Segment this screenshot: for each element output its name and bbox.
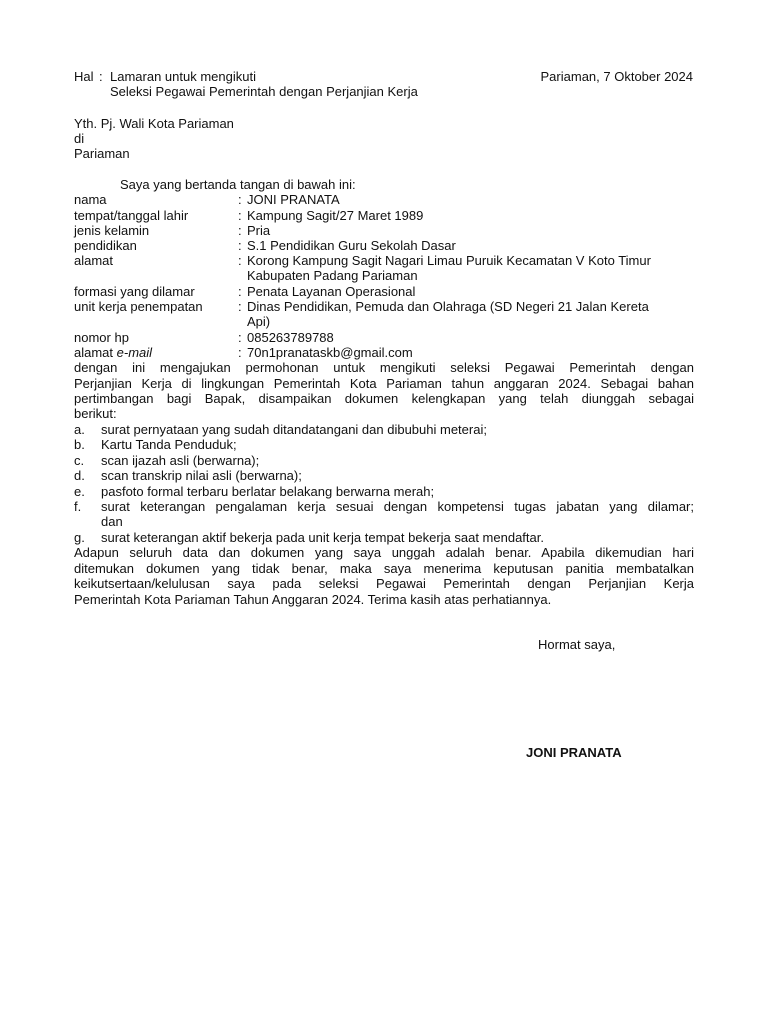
list-letter: d. (74, 468, 85, 483)
field-value-hp: 085263789788 (247, 330, 334, 345)
intro-text: Saya yang bertanda tangan di bawah ini: (120, 177, 356, 192)
field-label-pendidikan: pendidikan (74, 238, 137, 253)
field-colon: : (238, 238, 242, 253)
body-line: berikut: (74, 406, 117, 421)
field-colon: : (238, 284, 242, 299)
field-value-alamat-1: Korong Kampung Sagit Nagari Limau Puruik Kecamatan V Koto Timur (247, 253, 651, 268)
list-item: surat keterangan aktif bekerja pada unit kerja tempat bekerja saat mendaftar. (101, 530, 544, 545)
list-item: surat pernyataan yang sudah ditandatangani dan dibubuhi meterai; (101, 422, 487, 437)
field-value-alamat-2: Kabupaten Padang Pariaman (247, 268, 418, 283)
closing-line: Pemerintah Kota Pariaman Tahun Anggaran 2024. Terima kasih atas perhatiannya. (74, 592, 552, 607)
field-value-unit-2: Api) (247, 314, 271, 329)
list-item: Kartu Tanda Penduduk; (101, 437, 237, 452)
field-label-formasi: formasi yang dilamar (74, 284, 195, 299)
recipient-line-1: Yth. Pj. Wali Kota Pariaman (74, 116, 234, 131)
field-label-unit: unit kerja penempatan (74, 299, 203, 314)
field-label-alamat: alamat (74, 253, 114, 268)
field-colon: : (238, 299, 242, 314)
list-item: scan transkrip nilai asli (berwarna); (101, 468, 302, 483)
field-colon: : (238, 192, 242, 207)
field-label-hp: nomor hp (74, 330, 129, 345)
salutation: Hormat saya, (538, 637, 616, 652)
signatory-name: JONI PRANATA (526, 745, 622, 760)
subject-line-1: Lamaran untuk mengikuti (110, 69, 256, 84)
recipient-line-2: di (74, 131, 85, 146)
field-label-email (74, 345, 152, 360)
field-label-email-prefix: alamat (74, 345, 117, 360)
field-value-nama: JONI PRANATA (247, 192, 340, 207)
closing-line: ditemukan dokumen yang tidak benar, maka saya menerima keputusan panitia membatalkan (74, 561, 694, 576)
list-item: pasfoto formal terbaru berlatar belakang berwarna merah; (101, 484, 435, 499)
closing-line: keikutsertaan/kelulusan saya pada seleksi Pegawai Pemerintah dengan Perjanjian Kerja (74, 576, 694, 591)
hal-colon: : (99, 69, 103, 84)
field-value-email: 70n1pranataskb@gmail.com (247, 345, 413, 360)
field-value-formasi: Penata Layanan Operasional (247, 284, 416, 299)
field-label-email-italic: e-mail (116, 345, 153, 360)
place-date: Pariaman, 7 Oktober 2024 (540, 69, 693, 84)
field-colon: : (238, 223, 242, 238)
field-label-nama: nama (74, 192, 107, 207)
field-label-jk: jenis kelamin (74, 223, 150, 238)
field-value-unit-1: Dinas Pendidikan, Pemuda dan Olahraga (SD Negeri 21 Jalan Kereta (247, 299, 649, 314)
field-value-ttl: Kampung Sagit/27 Maret 1989 (247, 208, 424, 223)
body-line: dengan ini mengajukan permohonan untuk mengikuti seleksi Pegawai Pemerintah dengan (74, 360, 694, 375)
subject-line-2: Seleksi Pegawai Pemerintah dengan Perjanjian Kerja (110, 84, 418, 99)
body-line: Perjanjian Kerja di lingkungan Pemerintah Kota Pariaman tahun anggaran 2024. Sebagai bahan (74, 376, 694, 391)
list-letter: f. (74, 499, 82, 514)
list-item: scan ijazah asli (berwarna); (101, 453, 260, 468)
list-letter: g. (74, 530, 85, 545)
closing-line: Adapun seluruh data dan dokumen yang saya unggah adalah benar. Apabila dikemudian hari (74, 545, 694, 560)
field-label-ttl: tempat/tanggal lahir (74, 208, 189, 223)
field-colon: : (238, 330, 242, 345)
recipient-line-3: Pariaman (74, 146, 130, 161)
field-colon: : (238, 253, 242, 268)
list-letter: a. (74, 422, 85, 437)
list-letter: e. (74, 484, 85, 499)
list-letter: b. (74, 437, 85, 452)
body-line: pertimbangan bagi Bapak, disampaikan dokumen kelengkapan yang telah diunggah sebagai (74, 391, 694, 406)
field-colon: : (238, 208, 242, 223)
list-letter: c. (74, 453, 85, 468)
field-value-pendidikan: S.1 Pendidikan Guru Sekolah Dasar (247, 238, 456, 253)
hal-label: Hal (74, 69, 94, 84)
list-item: surat keterangan pengalaman kerja sesuai dengan kompetensi tugas jabatan yang dilamar; (101, 499, 694, 514)
field-value-jk: Pria (247, 223, 271, 238)
field-colon: : (238, 345, 242, 360)
list-item-continuation: dan (101, 514, 123, 529)
